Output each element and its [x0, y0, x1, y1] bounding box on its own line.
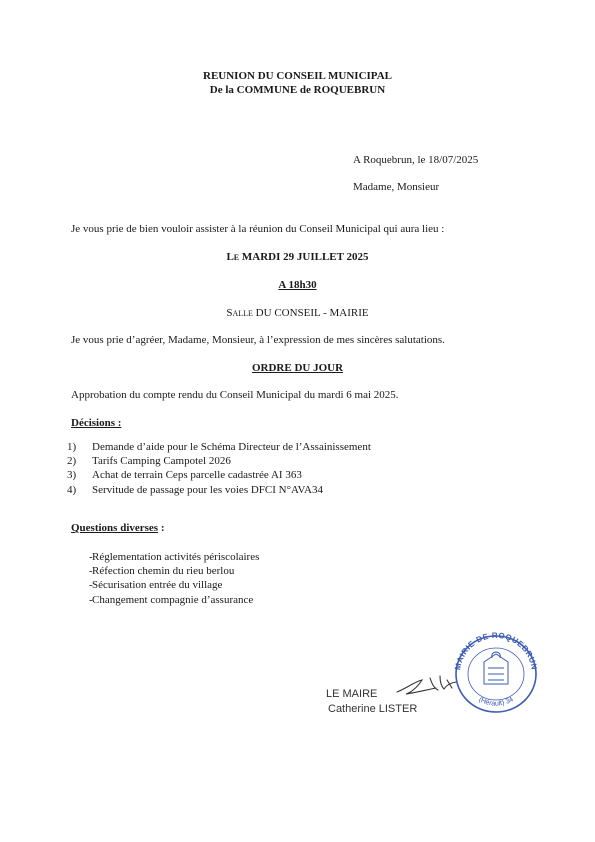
- decisions-title: Décisions :: [71, 417, 122, 429]
- decision-number: 4): [67, 483, 77, 496]
- invitation-text: Je vous prie de bien vouloir assister à la réunion du Conseil Municipal qui aura lieu :: [71, 223, 445, 235]
- decision-number: 3): [67, 469, 77, 482]
- decision-text: Servitude de passage pour les voies DFCI N°AVA34: [92, 483, 323, 496]
- question-item: - Réglementation activités périscolaires: [89, 551, 260, 563]
- decision-item: [67, 440, 371, 454]
- question-text: Réfection chemin du rieu berlou: [92, 565, 235, 578]
- header-title-line2: De la COMMUNE de ROQUEBRUN: [209, 84, 386, 96]
- agenda-title: ORDRE DU JOUR: [251, 362, 344, 374]
- decisions-list: [67, 440, 371, 497]
- decision-item: [67, 454, 371, 468]
- meeting-location: Salle DU CONSEIL - MAIRIE: [226, 307, 369, 319]
- question-text: Réglementation activités périscolaires: [92, 551, 260, 563]
- closing-text: Je vous prie d’agréer, Madame, Monsieur, à l’expression de mes sincères salutations.: [71, 334, 445, 346]
- questions-list: [71, 550, 259, 607]
- decision-number: 2): [67, 455, 77, 468]
- meeting-date: Le MARDI 29 JUILLET 2025: [226, 251, 369, 263]
- decision-item: [67, 483, 371, 497]
- decision-item: [67, 468, 371, 482]
- svg-text:MAIRIE DE ROQUEBRUN: [453, 631, 539, 671]
- questions-heading: [71, 522, 165, 534]
- svg-text:(Hérault) 34: [477, 696, 514, 707]
- agenda-approval: Approbation du compte rendu du Conseil Municipal du mardi 6 mai 2025.: [71, 389, 399, 401]
- header-title-line1: REUNION DU CONSEIL MUNICIPAL: [203, 70, 392, 82]
- decision-number: 1): [67, 441, 77, 453]
- signature-name: Catherine LISTER: [328, 703, 418, 715]
- mairie-seal-stamp: [440, 628, 550, 714]
- question-item: - Changement compagnie d’assurance: [89, 593, 254, 606]
- salutation: Madame, Monsieur: [353, 181, 440, 193]
- questions-title: Questions diverses: [71, 522, 159, 534]
- question-item: - Sécurisation entrée du village: [89, 579, 223, 592]
- question-text: Sécurisation entrée du village: [92, 579, 223, 592]
- signature-role: LE MAIRE: [326, 688, 378, 700]
- questions-colon: :: [158, 522, 165, 534]
- place-date: A Roquebrun, le 18/07/2025: [353, 154, 479, 166]
- seal-text-bottom: (Hérault) 34: [477, 696, 515, 708]
- decision-text: Demande d’aide pour le Schéma Directeur de l’Assainissement: [92, 441, 371, 453]
- question-item: - Réfection chemin du rieu berlou: [89, 565, 235, 578]
- meeting-time: A 18h30: [278, 279, 317, 291]
- decision-text: Achat de terrain Ceps parcelle cadastrée AI 363: [92, 469, 302, 482]
- question-text: Changement compagnie d’assurance: [92, 593, 254, 606]
- decision-text: Tarifs Camping Campotel 2026: [92, 455, 231, 468]
- seal-text-top: MAIRIE DE ROQUEBRUN: [453, 630, 539, 671]
